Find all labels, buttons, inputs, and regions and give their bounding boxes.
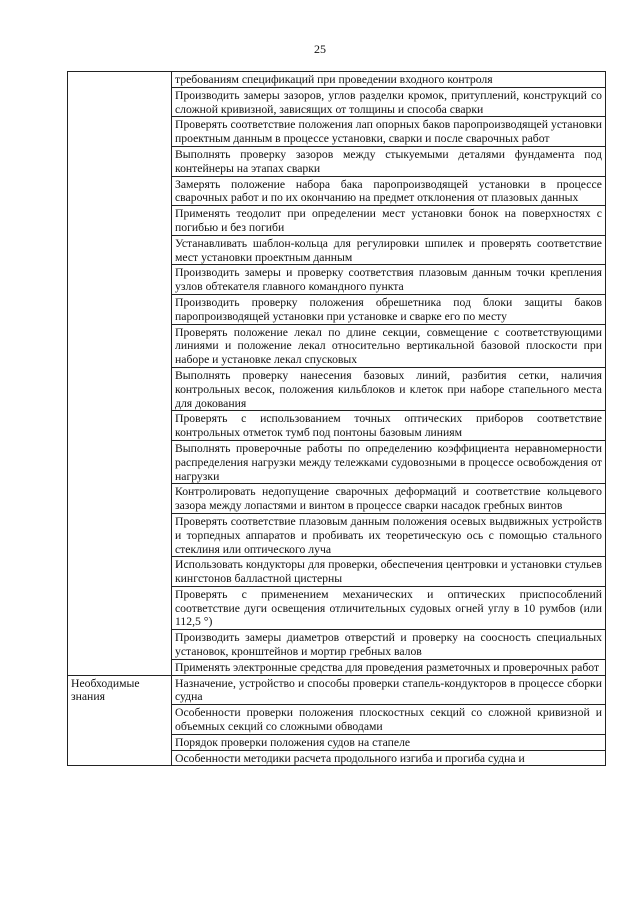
knowledge-text-cell: Особенности методики расчета продольного изгиба и прогиба судна и xyxy=(172,750,606,766)
skill-text-cell: Производить замеры зазоров, углов разделки кромок, притуплений, конструкций со сложной кривизной, зависящих от толщины и способа сварки xyxy=(172,87,606,117)
skill-text-cell: Выполнять проверку зазоров между стыкуемыми деталями фундамента под контейнеры на этапах сварки xyxy=(172,146,606,176)
skill-text-cell: Контролировать недопущение сварочных деформаций и соответствие кольцевого зазора между лопастями и винтом в процессе сварки насадок гребных винтов xyxy=(172,484,606,514)
knowledge-text-cell: Назначение, устройство и способы проверки стапель-кондукторов в процессе сборки судна xyxy=(172,675,606,705)
skill-text-cell: Применять теодолит при определении мест установки бонок на поверхностях с погибью и без погиби xyxy=(172,206,606,236)
skill-text-cell: Применять электронные средства для проведения разметочных и проверочных работ xyxy=(172,659,606,675)
skills-table xyxy=(67,71,606,766)
skill-text-cell: Производить замеры и проверку соответствия плазовым данным точки крепления узлов обтекателя главного командного пункта xyxy=(172,265,606,295)
skill-text-cell: Проверять с использованием точных оптических приборов соответствие контрольных отметок тумб под понтоны базовым линиям xyxy=(172,411,606,441)
skill-text-cell: Устанавливать шаблон-кольца для регулировки шпилек и проверять соответствие мест установки проектным данным xyxy=(172,235,606,265)
skill-text-cell: Использовать кондукторы для проверки, обеспечения центровки и установки стульев кингстонов балластной цистерны xyxy=(172,557,606,587)
skill-text-cell: Проверять соответствие положения лап опорных баков паропроизводящей установки проектным данным в процессе установки, сварки и после сварочных работ xyxy=(172,117,606,147)
knowledge-text-cell: Особенности проверки положения плоскостных секций со сложной кривизной и объемных секций со сложными обводами xyxy=(172,705,606,735)
table-row xyxy=(68,72,606,88)
skill-text-cell: требованиям спецификаций при проведении входного контроля xyxy=(172,72,606,88)
knowledge-label-cell: Необходимые знания xyxy=(68,675,172,766)
skill-text-cell: Выполнять проверочные работы по определению коэффициента неравномерности распределения нагрузки между тележками судовозными в процессе освобождения от нагрузки xyxy=(172,440,606,483)
knowledge-text-cell: Порядок проверки положения судов на стапеле xyxy=(172,734,606,750)
skill-text-cell: Производить замеры диаметров отверстий и проверку на соосность специальных установок, кронштейнов и мортир гребных валов xyxy=(172,630,606,660)
skill-text-cell: Проверять с применением механических и оптических приспособлений соответствие дуги освещения отличительных судовых огней углу в 10 румбов (или 112,5 °) xyxy=(172,586,606,629)
skill-text-cell: Замерять положение набора бака паропроизводящей установки в процессе сварочных работ и по их окончанию на предмет отклонения от плазовых данных xyxy=(172,176,606,206)
skill-text-cell: Проверять положение лекал по длине секции, совмещение с соответствующими линиями и положение лекал относительно вертикальной базовой плоскости при наборе и установке лекал спусковых xyxy=(172,324,606,367)
skill-text-cell: Выполнять проверку нанесения базовых линий, разбития сетки, наличия контрольных весок, положения кильблоков и клеток при наборе стапельного места для докования xyxy=(172,367,606,410)
page-number: 25 xyxy=(314,42,326,56)
row-label-cell xyxy=(68,72,172,676)
table-row xyxy=(68,675,606,705)
skill-text-cell: Производить проверку положения обрешетника под блоки защиты баков паропроизводящей установки при установке и сварке его по месту xyxy=(172,294,606,324)
skill-text-cell: Проверять соответствие плазовым данным положения осевых выдвижных устройств и торпедных аппаратов и пробивать их теоретическую ось с помощью стального стеклиня или оптического луча xyxy=(172,513,606,556)
